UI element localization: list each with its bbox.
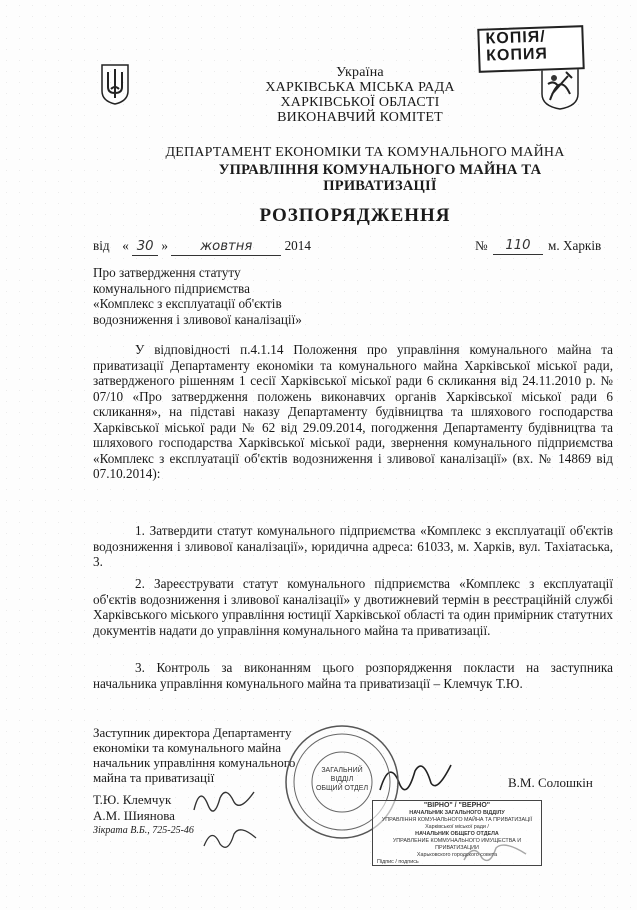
round-seal-line-1: ЗАГАЛЬНИЙ [321, 767, 363, 774]
approval-klemchuk: Т.Ю. Клемчук [93, 792, 172, 807]
city: м. Харків [548, 238, 602, 253]
executor-line: Зікрата В.Б., 725-25-46 [93, 825, 194, 836]
signatory-title-line-2: економіки та комунального майна [93, 740, 282, 755]
signatory-title-line-1: Заступник директора Департаменту [93, 725, 292, 740]
date-month: жовтня [171, 239, 281, 256]
subject-block [93, 265, 393, 327]
cert-stamp-line-2: НАЧАЛЬНИК ЗАГАЛЬНОГО ВІДДІЛУ [409, 810, 505, 816]
signatory-name: В.М. Солошкін [508, 775, 593, 790]
cert-stamp-line-4: Харківської міської ради / [425, 824, 489, 830]
subject-line-4: водозниження і зливової каналізації» [93, 311, 302, 327]
number-label: № [475, 238, 488, 253]
approval-shiyanova: А.М. Шиянова [93, 808, 175, 823]
round-seal-center [312, 766, 372, 793]
date-prefix: від [93, 238, 110, 253]
cert-stamp-line-7: Харьковского городского совета [416, 852, 498, 858]
cert-stamp-line-1: "ВІРНО" / "ВЕРНО" [423, 802, 491, 809]
date-number-line [93, 238, 613, 256]
header-block [200, 65, 520, 125]
round-seal-line-2: ВІДДІЛ [330, 776, 354, 783]
date-close-quote: » [161, 238, 168, 253]
header-council: ХАРКІВСЬКА МІСЬКА РАДА [265, 80, 455, 95]
approval-signature-2 [200, 820, 260, 856]
signatory-title-line-3: начальник управління комунального [93, 755, 296, 770]
header-office-line2: ПРИВАТИЗАЦІЇ [323, 178, 437, 194]
cert-stamp-line-6: УПРАВЛЕНИЕ КОММУНАЛЬНОГО ИМУЩЕСТВА И ПРИВАТИЗАЦИИ [392, 838, 522, 851]
date-day: 30 [132, 239, 158, 256]
header-country: Україна [336, 65, 384, 80]
order-item-2: 2. Зареєструвати статут комунального підприємства «Комплекс з експлуатації об'єктів водозниження і зливової каналізації» у двотижневий термін в реєстраційній службі Харківського міського управління юстиції Харківської області та один примірник статутних документів надати до управління комунального майна та приватизації. [93, 576, 613, 638]
subject-line-2: комунального підприємства [93, 280, 250, 296]
order-item-3: 3. Контроль за виконанням цього розпорядження покласти на заступника начальника управління комунального майна та приватизації – Клемчук Т.Ю. [93, 660, 613, 691]
cert-stamp-line-5: НАЧАЛЬНИК ОБЩЕГО ОТДЕЛА [415, 831, 499, 837]
header-office-line1: УПРАВЛІННЯ КОМУНАЛЬНОГО МАЙНА ТА [218, 162, 542, 178]
header-committee: ВИКОНАВЧИЙ КОМІТЕТ [277, 110, 443, 125]
cert-stamp-line-8: Підпис / подпись [377, 859, 419, 865]
document-type-title: РОЗПОРЯДЖЕННЯ [259, 205, 451, 226]
ukraine-trident-emblem [100, 63, 130, 105]
copy-stamp-line-ru: КОПИЯ [485, 45, 549, 65]
signatory-title-line-4: майна та приватизації [93, 770, 215, 785]
preamble-paragraph: У відповідності п.4.1.14 Положення про управління комунального майна та приватизації Департаменту економіки та комунального майна Харківської міської ради, затвердженого рішенням 1 сесії Харківської міської ради 6 скликання від 24.11.2010 р. № 07/10 «Про затвердження положень виконавчих органів Харківської міської ради 6 скликання», на підставі наказу Департаменту будівництва та шляхового господарства Харківської міської ради № 62 від 29.09.2014, погодження Департаменту будівництва та шляхового господарства Харківської міської ради, звернення комунального підприємства «Комплекс з експлуатації об'єктів водозниження і зливової каналізації» (вх. № 14869 від 07.10.2014): [93, 342, 613, 481]
subject-line-1: Про затвердження статуту [93, 265, 241, 280]
approval-signature-1 [190, 780, 260, 820]
certification-stamp [372, 800, 542, 866]
copy-stamp-line-ua: КОПІЯ/ [485, 28, 546, 48]
subject-line-3: «Комплекс з експлуатації об'єктів [93, 296, 282, 311]
date-open-quote: « [122, 238, 129, 253]
date-year: 2014 [284, 238, 311, 253]
document-number: 110 [493, 238, 543, 255]
kharkiv-city-emblem [540, 64, 580, 110]
header-department: ДЕПАРТАМЕНТ ЕКОНОМІКИ ТА КОМУНАЛЬНОГО МАЙНА [165, 145, 565, 160]
header-region: ХАРКІВСЬКОЇ ОБЛАСТІ [280, 95, 440, 110]
order-item-1: 1. Затвердити статут комунального підприємства «Комплекс з експлуатації об'єктів водозниження і зливової каналізації», юридична адреса: 61033, м. Харків, вул. Тахіатаська, 3. [93, 523, 613, 569]
cert-stamp-line-3: УПРАВЛІННЯ КОМУНАЛЬНОГО МАЙНА ТА ПРИВАТИЗАЦІЇ [381, 817, 533, 823]
round-seal-line-3: ОБЩИЙ ОТДЕЛ [315, 785, 369, 792]
